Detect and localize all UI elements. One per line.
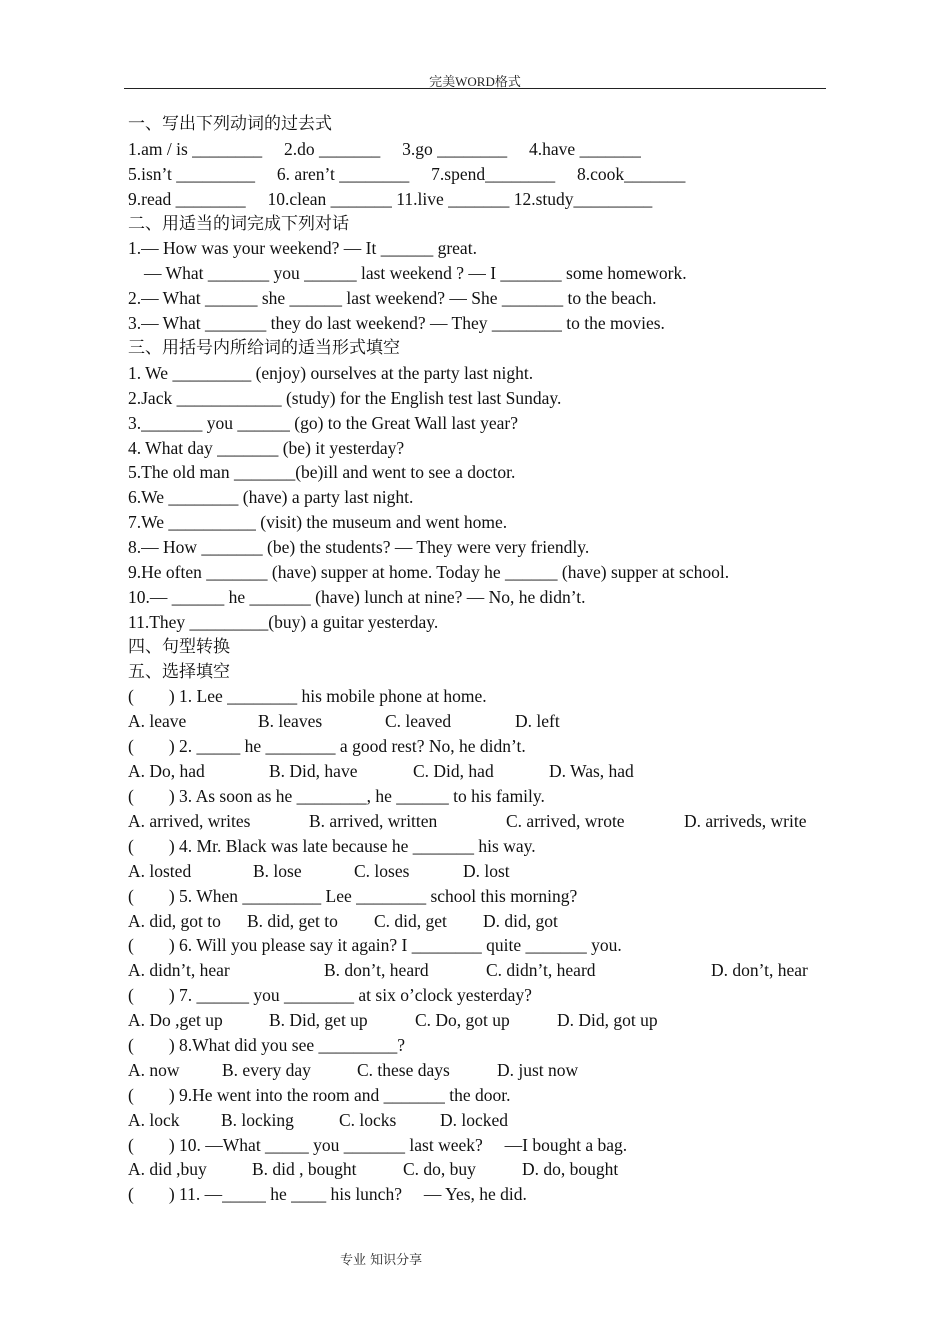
choice-options [128, 1058, 828, 1083]
option-a: A. leave [128, 711, 187, 732]
fill-blank-item: 9.He often _______ (have) supper at home. Today he ______ (have) supper at school. [128, 562, 730, 583]
option-b: B. locking [221, 1109, 294, 1130]
choice-options [128, 1108, 828, 1133]
fill-blank-item: 4. What day _______ (be) it yesterday? [128, 437, 405, 458]
option-c: C. leaved [385, 711, 452, 732]
option-b: B. every day [222, 1059, 311, 1080]
option-d: D. arriveds, write [684, 810, 807, 831]
section-5-title: 五、选择填空 [128, 661, 230, 682]
fill-blank-item: 1. We _________ (enjoy) ourselves at the party last night. [128, 362, 534, 383]
option-a: A. arrived, writes [128, 810, 251, 831]
fill-blank-item: 6.We ________ (have) a party last night. [128, 487, 414, 508]
choice-options [128, 809, 828, 834]
option-a: A. didn’t, hear [128, 960, 230, 981]
fill-blank-item: 11.They _________(buy) a guitar yesterday. [128, 611, 439, 632]
option-c: C. didn’t, heard [486, 960, 596, 981]
option-c: C. Do, got up [415, 1010, 510, 1031]
option-d: D. left [515, 711, 560, 732]
option-d: D. don’t, hear [711, 960, 808, 981]
option-b: B. leaves [258, 711, 323, 732]
option-d: D. Did, got up [557, 1010, 658, 1031]
option-a: A. did, got to [128, 910, 221, 931]
option-b: B. Did, have [269, 761, 358, 782]
choice-question: ( ) 11. —_____ he ____ his lunch? — Yes, he did. [128, 1184, 527, 1205]
choice-question: ( ) 1. Lee ________ his mobile phone at home. [128, 686, 487, 707]
fill-blank-item: 5.The old man _______(be)ill and went to see a doctor. [128, 462, 516, 483]
option-d: D. did, got [483, 910, 558, 931]
option-a: A. lock [128, 1109, 180, 1130]
option-b: B. arrived, written [309, 810, 438, 831]
option-a: A. did ,buy [128, 1159, 207, 1180]
section-2-title: 二、用适当的词完成下列对话 [128, 213, 349, 234]
section-3-title: 三、用括号内所给词的适当形式填空 [128, 338, 400, 359]
page-header: 完美WORD格式 [429, 74, 521, 89]
fill-blank-item: 10.— ______ he _______ (have) lunch at nine? — No, he didn’t. [128, 586, 586, 607]
choice-options [128, 909, 828, 934]
fill-blank-item: 8.— How _______ (be) the students? — They were very friendly. [128, 537, 590, 558]
section-1-title: 一、写出下列动词的过去式 [128, 114, 332, 134]
option-d: D. Was, had [549, 761, 634, 782]
choice-options [128, 759, 828, 784]
option-a: A. now [128, 1059, 180, 1080]
option-d: D. locked [440, 1109, 509, 1130]
section-1-row: 5.isn’t _________ 6. aren’t ________ 7.spend________ 8.cook_______ [128, 163, 686, 184]
worksheet-content [128, 112, 828, 1207]
option-b: B. Did, get up [269, 1010, 368, 1031]
choice-question: ( ) 8.What did you see _________? [128, 1034, 406, 1055]
option-d: D. lost [463, 860, 510, 881]
page-footer: 专业 知识分享 [340, 1253, 423, 1268]
dialogue-line: 1.— How was your weekend? — It ______ great. [128, 238, 477, 259]
fill-blank-item: 2.Jack ____________ (study) for the English test last Sunday. [128, 387, 562, 408]
option-a: A. losted [128, 860, 192, 881]
header-divider [124, 88, 826, 89]
option-c: C. Did, had [413, 761, 494, 782]
option-c: C. arrived, wrote [506, 810, 625, 831]
section-1-row: 1.am / is ________ 2.do _______ 3.go ________ 4.have _______ [128, 138, 641, 159]
option-a: A. Do ,get up [128, 1010, 223, 1031]
choice-question: ( ) 6. Will you please say it again? I ________ quite _______ you. [128, 935, 622, 956]
option-d: D. do, bought [522, 1159, 619, 1180]
option-b: B. don’t, heard [324, 960, 429, 981]
dialogue-line: 3.— What _______ they do last weekend? — They ________ to the movies. [128, 313, 665, 334]
dialogue-line: 2.— What ______ she ______ last weekend? — She _______ to the beach. [128, 288, 657, 309]
option-b: B. lose [253, 860, 302, 881]
choice-question: ( ) 5. When _________ Lee ________ school this morning? [128, 885, 578, 906]
choice-options [128, 1157, 828, 1182]
section-1-row: 9.read ________ 10.clean _______ 11.live _______ 12.study_________ [128, 188, 653, 209]
choice-options [128, 958, 828, 983]
choice-question: ( ) 7. ______ you ________ at six o’clock yesterday? [128, 985, 532, 1006]
dialogue-line: — What _______ you ______ last weekend ? — I _______ some homework. [144, 263, 687, 284]
option-d: D. just now [497, 1059, 579, 1080]
choice-question: ( ) 3. As soon as he ________, he ______ to his family. [128, 786, 545, 807]
option-c: C. do, buy [403, 1159, 476, 1180]
option-c: C. loses [354, 860, 410, 881]
section-4-title: 四、句型转换 [128, 636, 230, 657]
choice-options [128, 709, 828, 734]
option-c: C. locks [339, 1109, 397, 1130]
option-a: A. Do, had [128, 761, 205, 782]
choice-question: ( ) 9.He went into the room and _______ the door. [128, 1084, 511, 1105]
option-c: C. these days [357, 1059, 450, 1080]
choice-question: ( ) 10. —What _____ you _______ last week? —I bought a bag. [128, 1134, 628, 1155]
choice-options [128, 1008, 828, 1033]
choice-options [128, 859, 828, 884]
fill-blank-item: 3._______ you ______ (go) to the Great Wall last year? [128, 412, 518, 433]
choice-question: ( ) 4. Mr. Black was late because he _______ his way. [128, 835, 536, 856]
option-c: C. did, get [374, 910, 447, 931]
fill-blank-item: 7.We __________ (visit) the museum and went home. [128, 512, 508, 533]
option-b: B. did , bought [252, 1159, 357, 1180]
option-b: B. did, get to [247, 910, 338, 931]
choice-question: ( ) 2. _____ he ________ a good rest? No, he didn’t. [128, 736, 526, 757]
